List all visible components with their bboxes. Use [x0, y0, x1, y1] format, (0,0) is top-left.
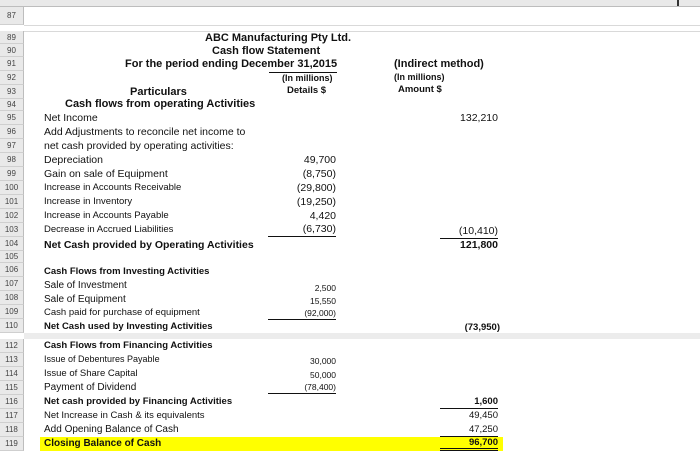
net-increase-amount: 49,450	[468, 410, 498, 421]
company-name: ABC Manufacturing Pty Ltd.	[205, 32, 352, 44]
net-operating-label: Net Cash provided by Operating Activities	[44, 239, 254, 251]
opening-balance-label: Add Opening Balance of Cash	[44, 424, 179, 435]
row-header[interactable]: 98	[0, 153, 24, 167]
line-item-detail: 4,420	[309, 210, 336, 222]
line-item-detail: (92,000)	[268, 309, 336, 320]
row-header[interactable]: 102	[0, 209, 24, 223]
line-item-detail: 15,550	[310, 296, 336, 306]
line-item-label: Sale of Equipment	[44, 294, 126, 305]
row-header[interactable]: 100	[0, 181, 24, 195]
operating-title: Cash flows from operating Activities	[65, 98, 256, 110]
row-header[interactable]: 107	[0, 277, 24, 291]
line-item-detail: 50,000	[310, 370, 336, 380]
row-header[interactable]: 117	[0, 409, 24, 423]
row-header[interactable]: 109	[0, 305, 24, 319]
line-item-detail: (19,250)	[296, 196, 336, 208]
particulars-heading: Particulars	[130, 86, 187, 98]
line-item-label: Depreciation	[44, 154, 103, 166]
gridline	[24, 31, 700, 32]
line-item-label: Sale of Investment	[44, 280, 127, 291]
line-item-detail: (29,800)	[296, 182, 336, 194]
row-header[interactable]: 95	[0, 111, 24, 125]
net-investing-amount: (73,950)	[464, 322, 500, 333]
row-header[interactable]: 87	[0, 7, 24, 25]
line-item-detail: (8,750)	[302, 168, 336, 180]
gridline	[24, 333, 700, 339]
net-increase-label: Net Increase in Cash & its equivalents	[44, 410, 205, 421]
row-header[interactable]: 90	[0, 44, 24, 57]
row-header[interactable]: 113	[0, 353, 24, 367]
amount-unit: (In millions)	[394, 72, 445, 82]
line-item-label: Increase in Accounts Receivable	[44, 182, 182, 193]
investing-title: Cash Flows from Investing Activities	[44, 266, 210, 277]
row-header[interactable]: 110	[0, 319, 24, 333]
closing-balance-label: Closing Balance of Cash	[44, 438, 162, 449]
row-header[interactable]: 108	[0, 291, 24, 305]
line-item-label: Payment of Dividend	[44, 382, 137, 393]
line-item-detail: 30,000	[310, 356, 336, 366]
line-item-label: Issue of Debentures Payable	[44, 354, 160, 364]
method-label: (Indirect method)	[394, 58, 484, 70]
net-financing-amount: 1,600	[440, 397, 498, 409]
row-header[interactable]: 101	[0, 195, 24, 209]
details-label: Details $	[287, 85, 327, 96]
row-header[interactable]: 93	[0, 85, 24, 99]
row-header[interactable]: 119	[0, 437, 24, 451]
statement-title: Cash flow Statement	[212, 45, 321, 57]
row-header[interactable]: 106	[0, 263, 24, 277]
row-header[interactable]: 114	[0, 367, 24, 381]
line-item-detail: 2,500	[314, 283, 336, 293]
row-header[interactable]: 97	[0, 139, 24, 153]
row-header[interactable]: 94	[0, 99, 24, 111]
column-header-strip	[0, 0, 700, 7]
row-header[interactable]: 99	[0, 167, 24, 181]
details-unit: (In millions)	[282, 73, 333, 83]
line-item-label: Issue of Share Capital	[44, 368, 138, 379]
row-header[interactable]: 96	[0, 125, 24, 139]
financing-title: Cash Flows from Financing Activities	[44, 340, 213, 351]
row-header[interactable]: 103	[0, 223, 24, 237]
net-income-amount: 132,210	[460, 112, 498, 124]
period-title: For the period ending December 31,2015	[125, 58, 338, 70]
line-item-detail: 49,700	[303, 154, 336, 166]
row-header[interactable]: 112	[0, 339, 24, 353]
row-header[interactable]: 105	[0, 251, 24, 263]
adjust-total: (10,410)	[440, 226, 498, 239]
row-header[interactable]: 116	[0, 395, 24, 409]
row-header[interactable]: 91	[0, 57, 24, 71]
line-item-label: Increase in Accounts Payable	[44, 210, 169, 221]
row-header[interactable]: 104	[0, 237, 24, 251]
cell-cursor	[677, 0, 679, 6]
net-operating-amount: 121,800	[460, 239, 498, 251]
opening-balance-amount: 47,250	[440, 425, 498, 437]
line-item-label: Decrease in Accrued Liabilities	[44, 224, 174, 235]
adjust-line-2: net cash provided by operating activities:	[44, 140, 234, 152]
line-item-label: Gain on sale of Equipment	[44, 168, 168, 180]
closing-balance-amount: 96,700	[440, 438, 498, 451]
amount-label: Amount $	[398, 84, 442, 95]
net-investing-label: Net Cash used by Investing Activities	[44, 321, 213, 332]
line-item-label: Cash paid for purchase of equipment	[44, 307, 200, 318]
adjust-line-1: Add Adjustments to reconcile net income to	[44, 126, 246, 138]
line-item-label: Increase in Inventory	[44, 196, 133, 207]
line-item-detail: (78,400)	[268, 383, 336, 394]
row-header[interactable]: 89	[0, 31, 24, 44]
gridline	[24, 25, 700, 26]
line-item-detail: (6,730)	[268, 224, 336, 237]
row-header[interactable]: 118	[0, 423, 24, 437]
net-income-label: Net Income	[44, 112, 98, 124]
row-header[interactable]: 115	[0, 381, 24, 395]
row-header[interactable]: 92	[0, 71, 24, 85]
net-financing-label: Net cash provided by Financing Activities	[44, 396, 233, 407]
